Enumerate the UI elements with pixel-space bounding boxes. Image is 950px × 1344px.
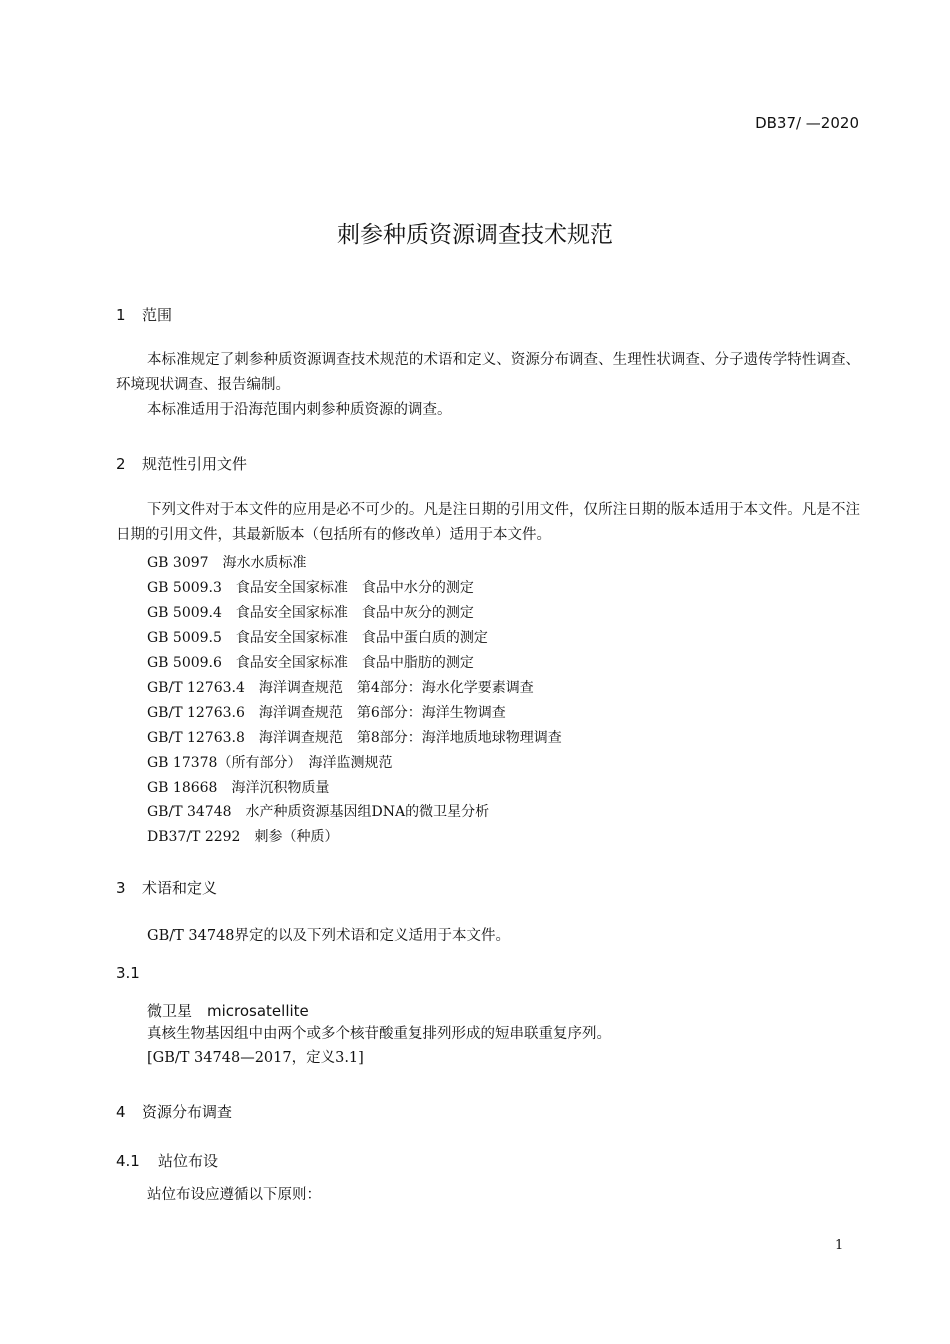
reference-item: GB 3097 海水水质标准	[147, 555, 307, 571]
term-name: 微卫星 microsatellite	[147, 1002, 309, 1020]
reference-item: GB 5009.6 食品安全国家标准 食品中脂肪的测定	[147, 655, 474, 671]
section-number: 4	[116, 1103, 126, 1121]
reference-item: GB/T 12763.8 海洋调查规范 第8部分：海洋地质地球物理调查	[147, 730, 562, 746]
reference-item: DB37/T 2292 刺参（种质）	[147, 829, 339, 845]
section-2-heading	[116, 453, 247, 474]
term-definition: 真核生物基因组中由两个或多个核苷酸重复排列形成的短串联重复序列。	[147, 1026, 611, 1042]
section-title: 资源分布调查	[142, 1103, 233, 1121]
section-title: 范围	[142, 306, 173, 324]
section-number: 1	[116, 306, 126, 324]
section-1-paragraph-1: 本标准规定了刺参种质资源调查技术规范的术语和定义、资源分布调查、生理性状调查、分子遗传学特性调查、环境现状调查、报告编制。	[116, 352, 860, 393]
subsection-4-1-heading	[116, 1150, 218, 1171]
subsection-4-1-text: 站位布设应遵循以下原则：	[147, 1187, 321, 1203]
section-4-heading	[116, 1101, 232, 1122]
subsection-title: 站位布设	[158, 1152, 219, 1170]
reference-item: GB/T 12763.6 海洋调查规范 第6部分：海洋生物调查	[147, 705, 506, 721]
document-title: 刺参种质资源调查技术规范	[337, 222, 613, 248]
subsection-number: 4.1	[116, 1152, 140, 1170]
reference-item: GB 5009.3 食品安全国家标准 食品中水分的测定	[147, 580, 474, 596]
section-1-paragraph-2: 本标准适用于沿海范围内刺参种质资源的调查。	[147, 402, 452, 418]
section-title: 术语和定义	[142, 879, 218, 897]
section-title: 规范性引用文件	[142, 455, 248, 473]
page-number: 1	[835, 1238, 844, 1253]
section-number: 2	[116, 455, 126, 473]
reference-item: GB/T 34748 水产种质资源基因组DNA的微卫星分析	[147, 804, 490, 820]
term-number: 3.1	[116, 964, 140, 982]
reference-item: GB/T 12763.4 海洋调查规范 第4部分：海水化学要素调查	[147, 680, 534, 696]
section-1-heading	[116, 304, 172, 325]
section-2-intro: 下列文件对于本文件的应用是必不可少的。凡是注日期的引用文件，仅所注日期的版本适用于本文件。凡是不注日期的引用文件，其最新版本（包括所有的修改单）适用于本文件。	[116, 502, 860, 543]
reference-item: GB 17378（所有部分） 海洋监测规范	[147, 755, 393, 771]
section-3-heading	[116, 877, 217, 898]
section-number: 3	[116, 879, 126, 897]
term-source: [GB/T 34748—2017，定义3.1]	[147, 1050, 364, 1066]
standard-code: DB37/ —2020	[755, 114, 859, 132]
section-3-intro: GB/T 34748界定的以及下列术语和定义适用于本文件。	[147, 928, 511, 944]
reference-item: GB 5009.4 食品安全国家标准 食品中灰分的测定	[147, 605, 474, 621]
reference-item: GB 18668 海洋沉积物质量	[147, 780, 330, 796]
reference-item: GB 5009.5 食品安全国家标准 食品中蛋白质的测定	[147, 630, 488, 646]
